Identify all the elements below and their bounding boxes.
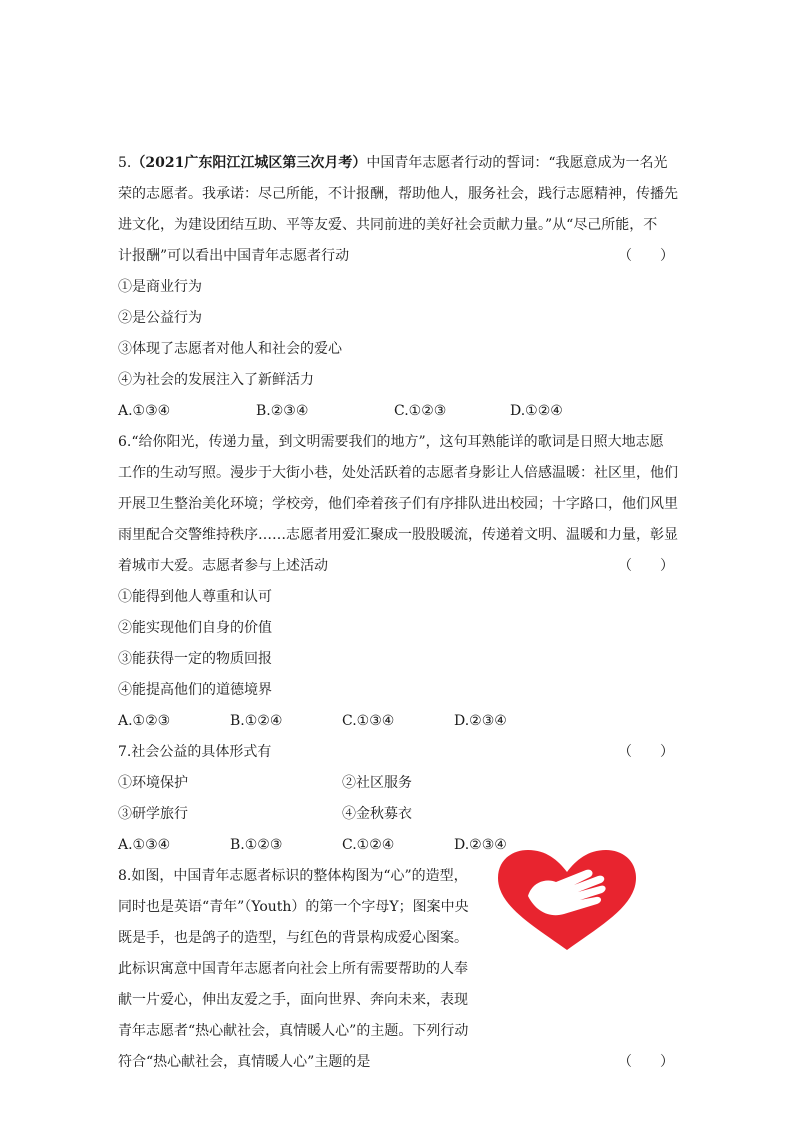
q7-stem-line <box>118 737 678 768</box>
q5-line-4 <box>118 241 678 272</box>
q8-line-3: 既是手，也是鸽子的造型，与红色的背景构成爱心图案。 <box>118 930 468 946</box>
q8-line-7 <box>118 1047 678 1078</box>
q7-option-d: D.②③④ <box>454 837 507 853</box>
q5-answer-bracket: （ ） <box>618 248 674 264</box>
q5-line-2: 荣的志愿者。我承诺：尽己所能，不计报酬，帮助他人，服务社会，践行志愿精神，传播先 <box>118 186 678 202</box>
q6-line-3: 开展卫生整治美化环境；学校旁，他们牵着孩子们有序排队进出校园；十字路口，他们风里 <box>118 496 678 512</box>
q6-option-c: C.①③④ <box>342 713 395 729</box>
q6-item-3: ③能获得一定的物质回报 <box>118 651 272 667</box>
q8-answer-bracket: （ ） <box>618 1054 674 1070</box>
q5-options <box>118 396 678 427</box>
q7-option-b: B.①②③ <box>230 837 283 853</box>
q8-stem-end: 符合“热心献社会，真情暖人心”主题的是 <box>118 1054 371 1070</box>
q5-item-1: ①是商业行为 <box>118 279 202 295</box>
q7-option-a: A.①③④ <box>118 837 171 853</box>
q7-item-4: ④金秋募衣 <box>342 806 412 822</box>
q5-line-1 <box>118 148 678 179</box>
q6-line-5 <box>118 551 678 582</box>
q6-line-2: 工作的生动写照。漫步于大街小巷，处处活跃着的志愿者身影让人倍感温暖：社区里，他们 <box>118 465 678 481</box>
q8-line-1: 8.如图，中国青年志愿者标识的整体构图为“心”的造型， <box>118 868 468 884</box>
q7-items-row-2 <box>118 799 678 830</box>
q7-item-3: ③研学旅行 <box>118 806 188 822</box>
q5-stem-text: 中国青年志愿者行动的誓词：“我愿意成为一名光 <box>366 155 668 171</box>
q8-line-4: 此标识寓意中国青年志愿者向社会上所有需要帮助的人奉 <box>118 961 468 977</box>
q5-option-d: D.①②④ <box>510 403 563 419</box>
q5-option-b: B.②③④ <box>256 403 309 419</box>
youth-volunteer-logo-icon <box>494 848 640 952</box>
q5-line-3: 进文化，为建设团结互助、平等友爱、共同前进的美好社会贡献力量。”从“尽己所能，不 <box>118 217 658 233</box>
q7-item-1: ①环境保护 <box>118 775 188 791</box>
q7-stem: 7.社会公益的具体形式有 <box>118 744 272 760</box>
q6-item-2: ②能实现他们自身的价值 <box>118 620 272 636</box>
q5-item-4: ④为社会的发展注入了新鲜活力 <box>118 372 314 388</box>
q6-item-1: ①能得到他人尊重和认可 <box>118 589 272 605</box>
q6-option-a: A.①②③ <box>118 713 171 729</box>
q7-answer-bracket: （ ） <box>618 744 674 760</box>
q6-stem-end: 着城市大爱。志愿者参与上述活动 <box>118 558 328 574</box>
q6-answer-bracket: （ ） <box>618 558 674 574</box>
q7-option-c: C.①②④ <box>342 837 395 853</box>
q5-stem-end: 计报酬”可以看出中国青年志愿者行动 <box>118 248 350 264</box>
q5-item-2: ②是公益行为 <box>118 310 202 326</box>
q5-item-3: ③体现了志愿者对他人和社会的爱心 <box>118 341 342 357</box>
q6-line-4: 雨里配合交警维持秩序……志愿者用爱汇聚成一股股暖流，传递着文明、温暖和力量，彰显 <box>118 527 678 543</box>
q8-line-6: 青年志愿者“热心献社会，真情暖人心”的主题。下列行动 <box>118 1023 469 1039</box>
q8-line-5: 献一片爱心，伸出友爱之手，面向世界、奔向未来，表现 <box>118 992 468 1008</box>
q6-line-1: 6.“给你阳光，传递力量，到文明需要我们的地方”，这句耳熟能详的歌词是日照大地志愿 <box>118 434 664 450</box>
q6-item-4: ④能提高他们的道德境界 <box>118 682 272 698</box>
q5-number: 5. <box>118 155 132 171</box>
q6-option-b: B.①②④ <box>230 713 283 729</box>
q5-source: （2021广东阳江江城区第三次月考） <box>131 155 367 171</box>
q5-option-a: A.①③④ <box>118 403 171 419</box>
q6-options <box>118 706 678 737</box>
q8-line-2: 同时也是英语“青年”（Youth）的第一个字母Y；图案中央 <box>118 899 469 915</box>
q6-option-d: D.②③④ <box>454 713 507 729</box>
q5-option-c: C.①②③ <box>394 403 447 419</box>
q7-items-row-1 <box>118 768 678 799</box>
q7-item-2: ②社区服务 <box>342 775 412 791</box>
